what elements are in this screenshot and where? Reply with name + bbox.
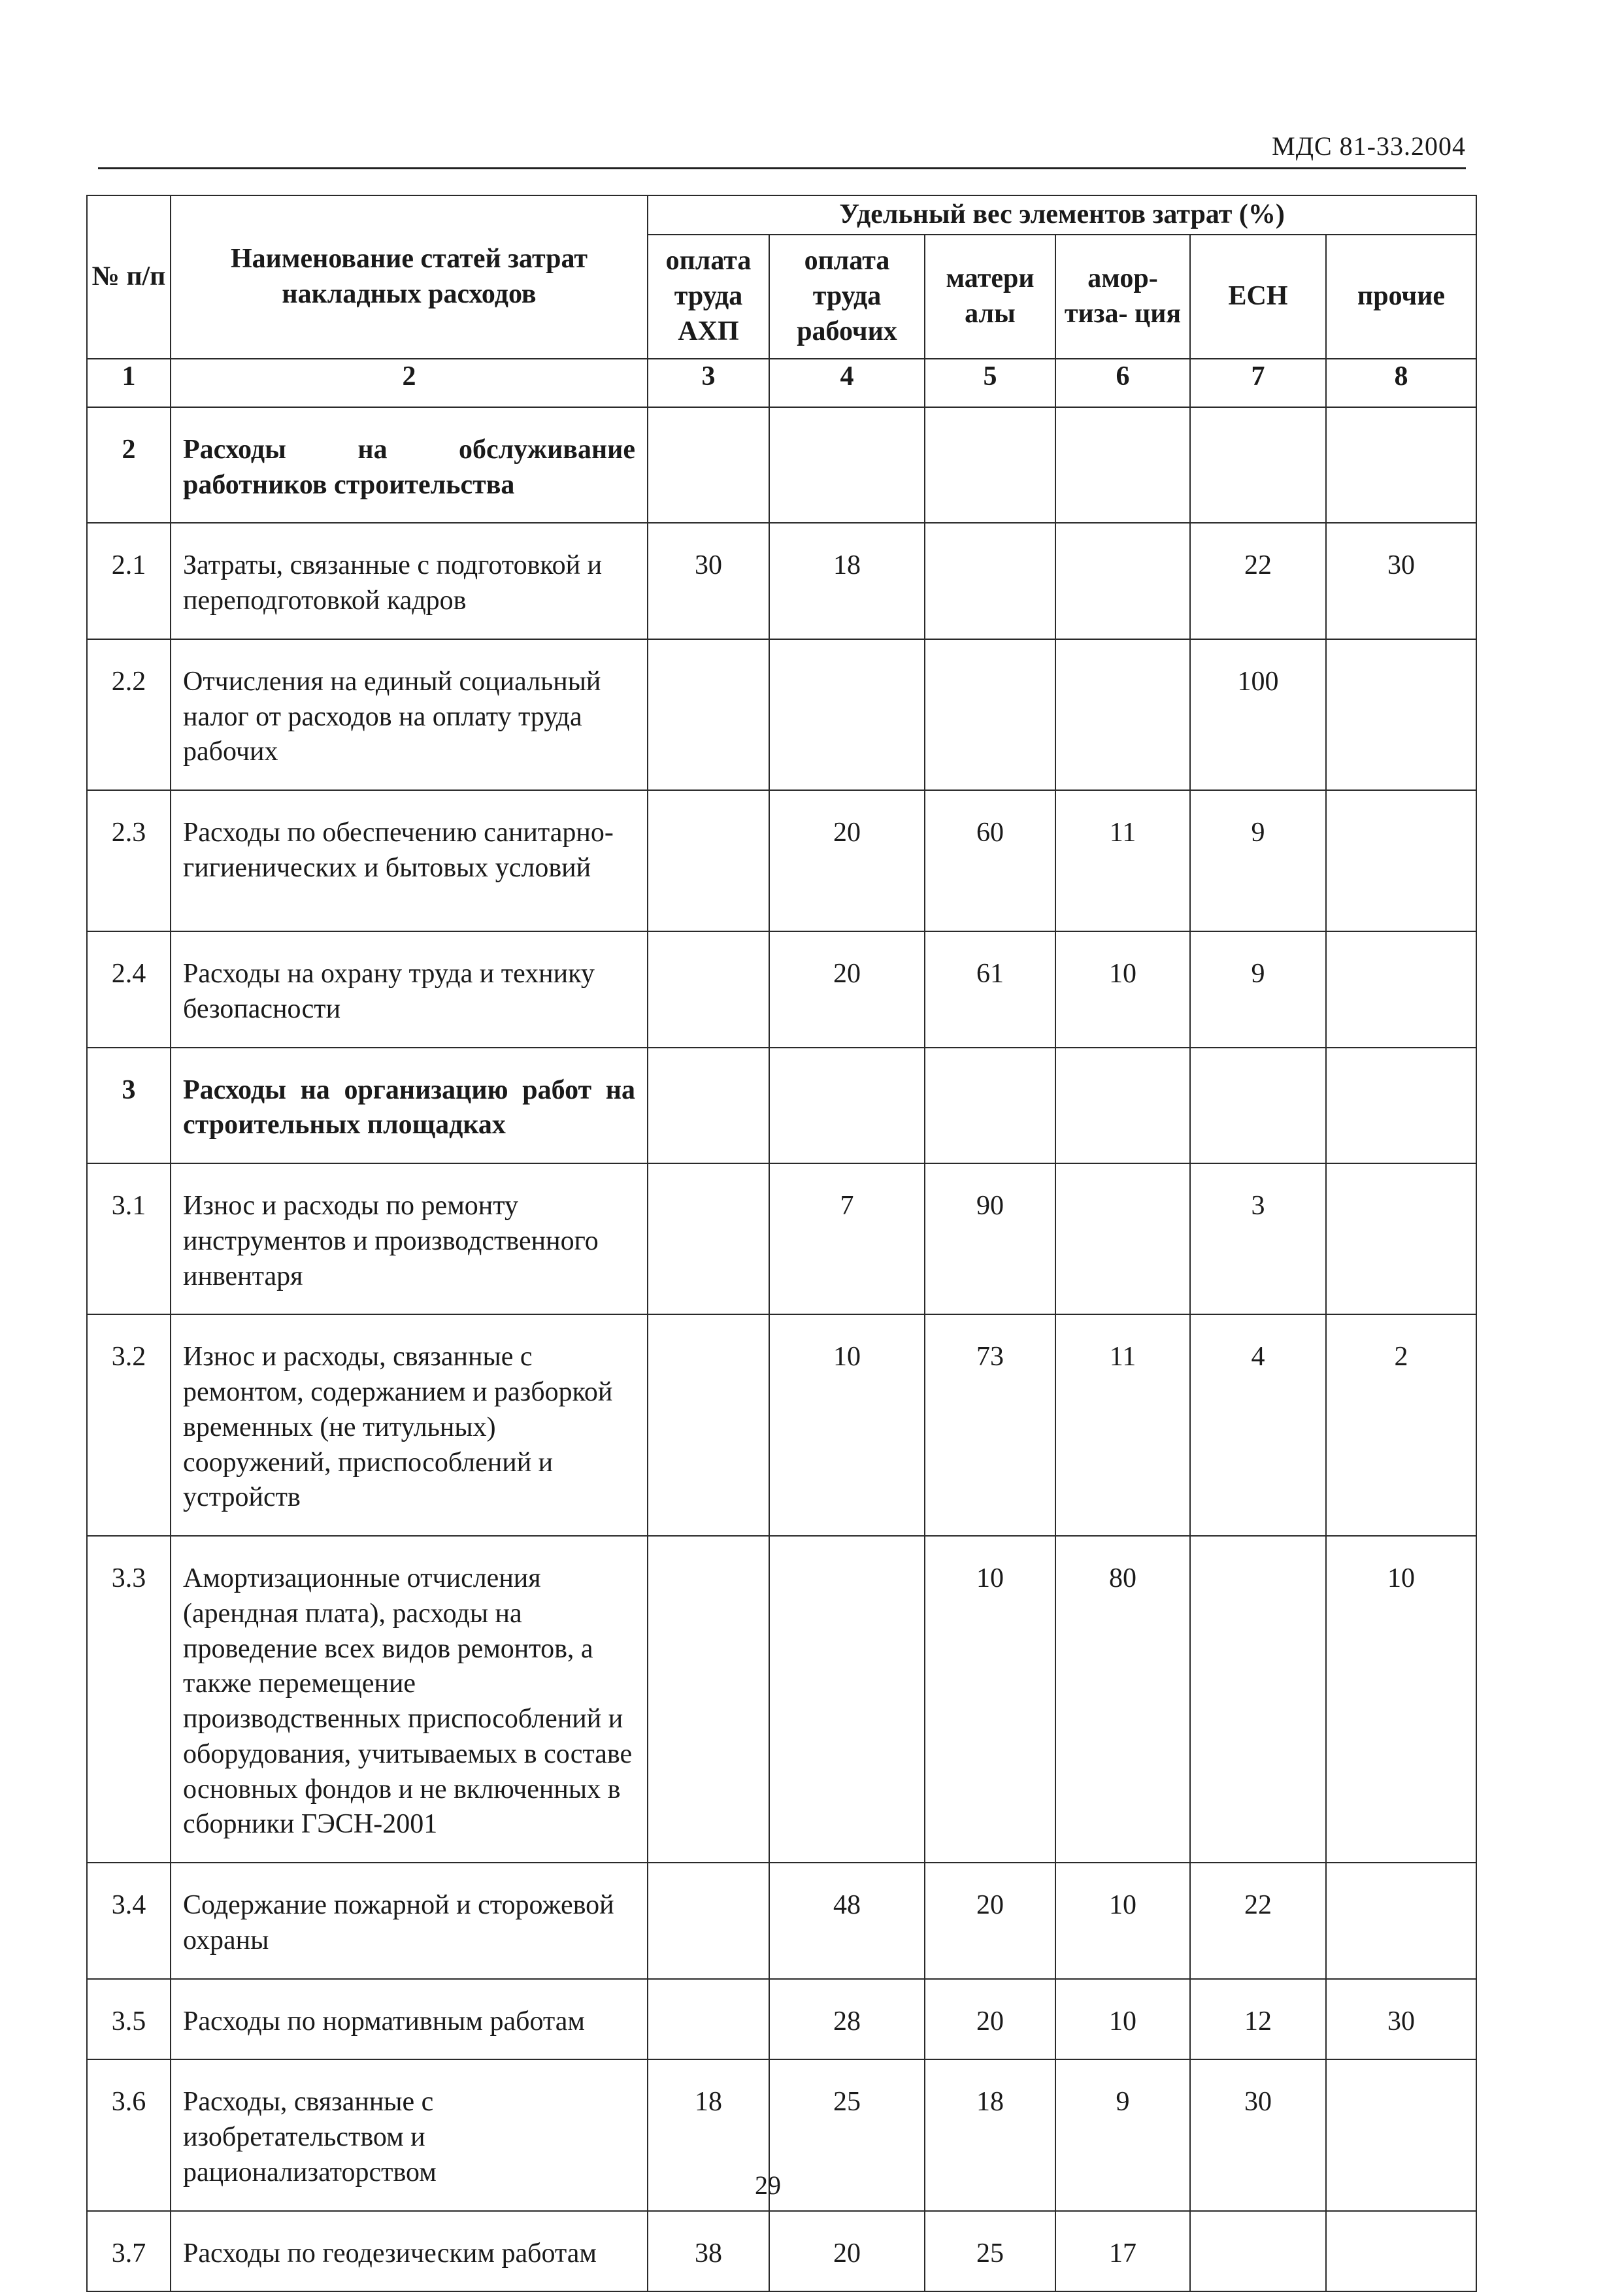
row-name: Расходы по геодезическим работам [171,2211,648,2292]
value-esn [1190,2211,1326,2292]
value-amortization [1055,523,1190,639]
table-row [87,523,1476,639]
value-amortization: 10 [1055,1863,1190,1979]
row-number: 3.3 [87,1536,171,1863]
value-akhp [648,1163,769,1314]
value-akhp [648,931,769,1048]
value-akhp [648,1863,769,1979]
row-name: Затраты, связанные с подготовкой и переподготовкой кадров [171,523,648,639]
value-esn: 12 [1190,1979,1326,2060]
table-row [87,639,1476,790]
value-other [1326,1048,1476,1164]
value-other: 30 [1326,1979,1476,2060]
value-amortization: 17 [1055,2211,1190,2292]
value-amortization [1055,639,1190,790]
header-col-other: прочие [1326,235,1476,359]
table-row [87,1863,1476,1979]
value-workers: 20 [769,2211,925,2292]
value-materials: 73 [925,1314,1055,1536]
value-other: 2 [1326,1314,1476,1536]
table-row [87,790,1476,931]
value-akhp [648,790,769,931]
header-rule [98,167,1466,169]
row-number: 2.4 [87,931,171,1048]
value-esn: 4 [1190,1314,1326,1536]
value-amortization: 10 [1055,1979,1190,2060]
row-name: Расходы на организацию работ на строительных площадках [171,1048,648,1164]
value-materials [925,523,1055,639]
row-name: Износ и расходы по ремонту инструментов и производственного инвентаря [171,1163,648,1314]
value-workers: 10 [769,1314,925,1536]
row-number: 2 [87,407,171,524]
value-other [1326,639,1476,790]
value-akhp: 30 [648,523,769,639]
column-number: 5 [925,359,1055,407]
value-esn [1190,1048,1326,1164]
row-name: Расходы по нормативным работам [171,1979,648,2060]
value-workers: 20 [769,931,925,1048]
value-materials: 61 [925,931,1055,1048]
value-amortization [1055,1048,1190,1164]
value-other [1326,407,1476,524]
header-col-akhp: оплата труда АХП [648,235,769,359]
value-amortization: 10 [1055,931,1190,1048]
value-workers [769,407,925,524]
value-akhp [648,407,769,524]
value-materials [925,1048,1055,1164]
value-workers: 20 [769,790,925,931]
row-number: 3.1 [87,1163,171,1314]
column-number: 4 [769,359,925,407]
overhead-cost-table [86,195,1477,2292]
value-workers [769,1048,925,1164]
header-col-materials: матери алы [925,235,1055,359]
value-other [1326,2211,1476,2292]
value-amortization: 11 [1055,1314,1190,1536]
value-other [1326,1163,1476,1314]
header-col-workers: оплата труда рабочих [769,235,925,359]
value-amortization: 11 [1055,790,1190,931]
value-other [1326,931,1476,1048]
value-materials: 18 [925,2059,1055,2210]
value-amortization [1055,407,1190,524]
row-name: Расходы по обеспечению санитарно-гигиенических и бытовых условий [171,790,648,931]
row-number: 2.2 [87,639,171,790]
row-number: 2.1 [87,523,171,639]
value-other [1326,1863,1476,1979]
column-number: 6 [1055,359,1190,407]
row-name: Расходы, связанные с изобретательством и рационализаторством [171,2059,648,2210]
page-number: 29 [755,2170,781,2200]
value-akhp [648,1979,769,2060]
value-esn: 100 [1190,639,1326,790]
row-name: Содержание пожарной и сторожевой охраны [171,1863,648,1979]
table-row [87,1163,1476,1314]
table-row [87,931,1476,1048]
value-other [1326,790,1476,931]
value-esn: 9 [1190,790,1326,931]
row-name: Отчисления на единый социальный налог от расходов на оплату труда рабочих [171,639,648,790]
value-esn: 22 [1190,1863,1326,1979]
value-materials: 20 [925,1863,1055,1979]
value-other: 30 [1326,523,1476,639]
header-col-esn: ЕСН [1190,235,1326,359]
row-name: Износ и расходы, связанные с ремонтом, содержанием и разборкой временных (не титульных) сооружений, приспособлений и устройств [171,1314,648,1536]
row-name: Расходы на обслуживание работников строительства [171,407,648,524]
row-number: 3.5 [87,1979,171,2060]
document-code: МДС 81-33.2004 [1272,131,1466,161]
value-akhp [648,1536,769,1863]
value-materials [925,407,1055,524]
value-esn: 9 [1190,931,1326,1048]
header-number: № п/п [87,195,171,359]
value-esn: 3 [1190,1163,1326,1314]
value-akhp [648,1048,769,1164]
value-materials: 25 [925,2211,1055,2292]
header-name: Наименование статей затрат накладных расходов [171,195,648,359]
value-workers: 18 [769,523,925,639]
value-workers [769,639,925,790]
row-name: Амортизационные отчисления (арендная плата), расходы на проведение всех видов ремонтов, а также перемещение производственных приспособлений и оборудования, учитываемых в составе основных фондов и не включенных в сборники ГЭСН-2001 [171,1536,648,1863]
value-workers: 48 [769,1863,925,1979]
value-akhp [648,1314,769,1536]
header-col-amortization: амор- тиза- ция [1055,235,1190,359]
row-number: 2.3 [87,790,171,931]
value-workers [769,1536,925,1863]
row-number: 3 [87,1048,171,1164]
value-amortization: 80 [1055,1536,1190,1863]
table-row [87,1979,1476,2060]
table-row [87,1048,1476,1164]
value-materials: 20 [925,1979,1055,2060]
value-materials [925,639,1055,790]
value-akhp: 38 [648,2211,769,2292]
row-name: Расходы на охрану труда и технику безопасности [171,931,648,1048]
column-number: 7 [1190,359,1326,407]
value-esn [1190,407,1326,524]
row-number: 3.2 [87,1314,171,1536]
value-materials: 60 [925,790,1055,931]
value-materials: 10 [925,1536,1055,1863]
value-workers: 7 [769,1163,925,1314]
value-other: 10 [1326,1536,1476,1863]
row-number: 3.6 [87,2059,171,2210]
row-number: 3.7 [87,2211,171,2292]
value-amortization: 9 [1055,2059,1190,2210]
column-number: 3 [648,359,769,407]
value-workers: 28 [769,1979,925,2060]
table-row [87,2211,1476,2292]
value-esn [1190,1536,1326,1863]
value-akhp: 18 [648,2059,769,2210]
table-row [87,407,1476,524]
column-number-row [87,359,1476,407]
column-number: 2 [171,359,648,407]
column-number: 1 [87,359,171,407]
row-number: 3.4 [87,1863,171,1979]
value-materials: 90 [925,1163,1055,1314]
column-number: 8 [1326,359,1476,407]
table-row [87,1536,1476,1863]
value-akhp [648,639,769,790]
value-amortization [1055,1163,1190,1314]
value-esn: 22 [1190,523,1326,639]
header-group: Удельный вес элементов затрат (%) [648,195,1476,235]
table-row [87,1314,1476,1536]
value-workers: 25 [769,2059,925,2210]
value-esn: 30 [1190,2059,1326,2210]
